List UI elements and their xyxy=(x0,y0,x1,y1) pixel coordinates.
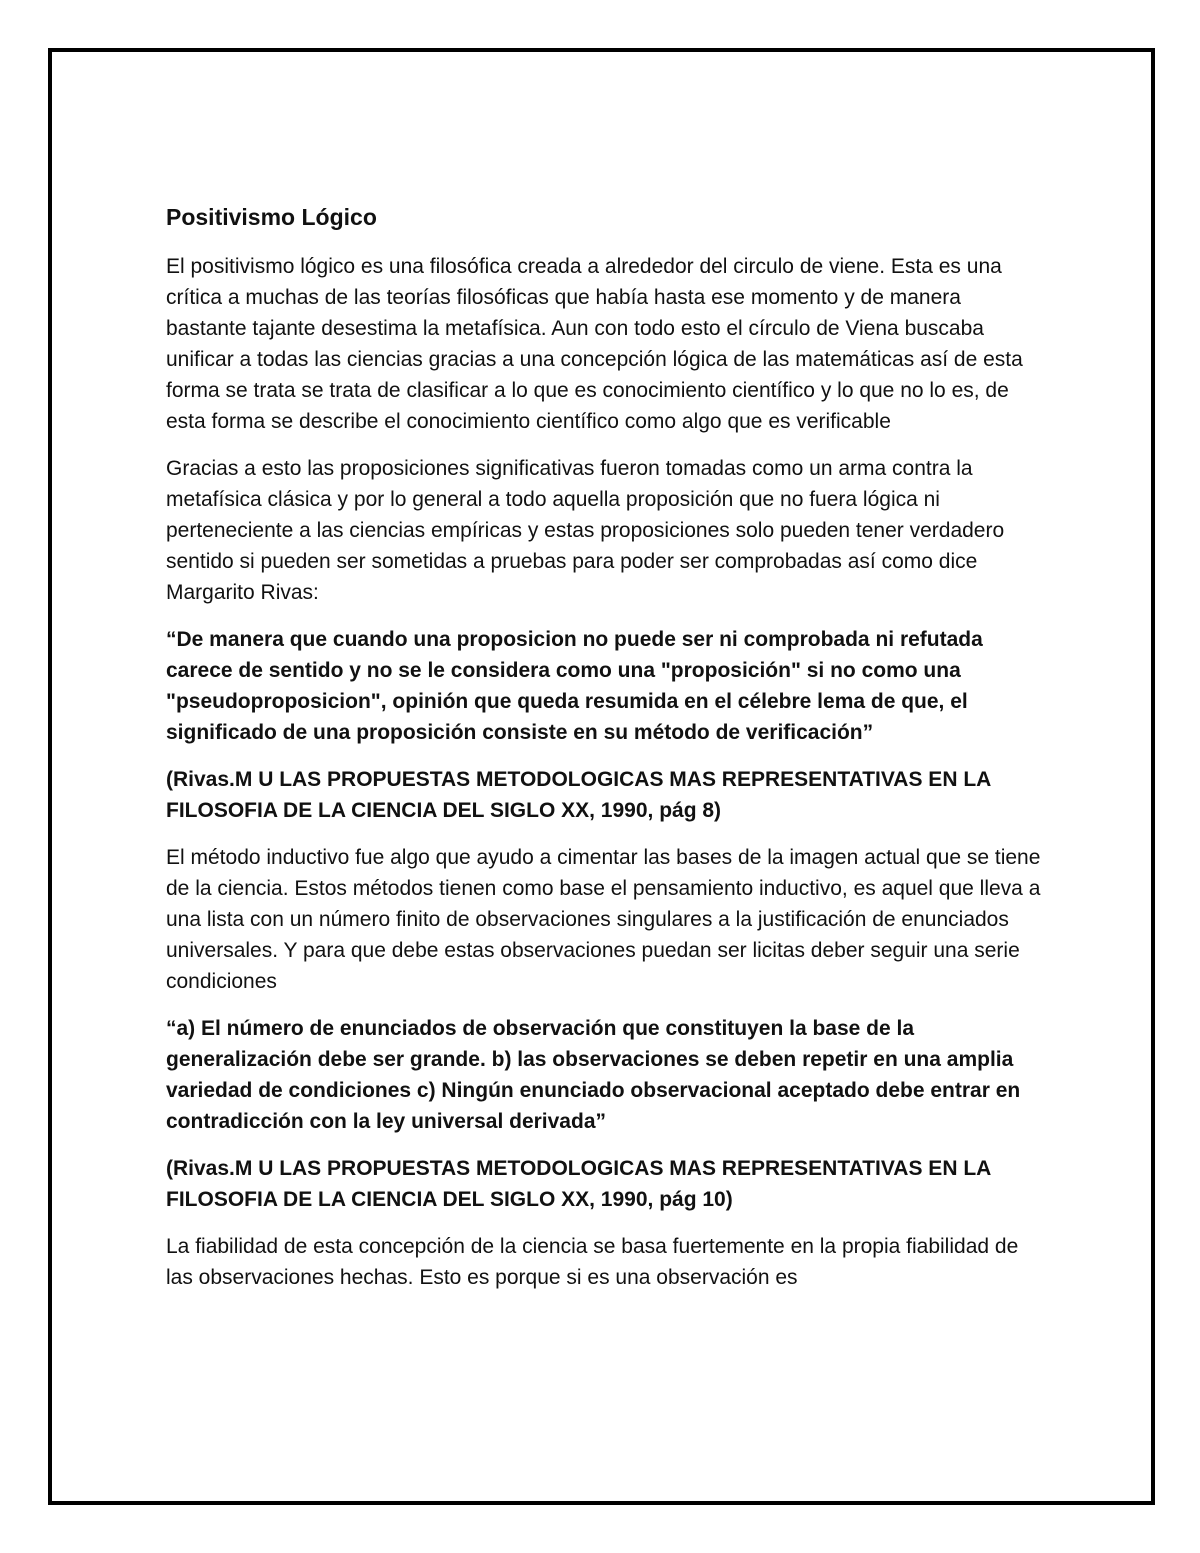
document-body xyxy=(166,200,1046,1309)
paragraph-reliability: La fiabilidad de esta concepción de la ciencia se basa fuertemente en la propia fiabilidad de las observaciones hechas. Esto es porque si es una observación es xyxy=(166,1235,1019,1289)
quote-rivas-verification: “De manera que cuando una proposicion no puede ser ni comprobada ni refutada carece de sentido y no se le considera como una "proposición" si no como una "pseudoproposicion", opinión que queda resumida en el célebre lema de que, el significado de una proposición consiste en su método de verificación” xyxy=(166,628,983,744)
paragraph-propositions: Gracias a esto las proposiciones significativas fueron tomadas como un arma contra la metafísica clásica y por lo general a todo aquella proposición que no fuera lógica ni perteneciente a las ciencias empíricas y estas proposiciones solo pueden tener verdadero sentido si pueden ser sometidas a pruebas para poder ser comprobadas así como dice Margarito Rivas: xyxy=(166,457,1005,604)
paragraph-inductive-method: El método inductivo fue algo que ayudo a cimentar las bases de la imagen actual que se tiene de la ciencia. Estos métodos tienen como base el pensamiento inductivo, es aquel que lleva a una lista con un número finito de observaciones singulares a la justificación de enunciados universales. Y para que debe estas observaciones puedan ser licitas deber seguir una serie condiciones xyxy=(166,846,1041,993)
citation-rivas-p10: (Rivas.M U LAS PROPUESTAS METODOLOGICAS MAS REPRESENTATIVAS EN LA FILOSOFIA DE LA CIENCIA DEL SIGLO XX, 1990, pág 10) xyxy=(166,1157,991,1211)
quote-rivas-conditions: “a) El número de enunciados de observación que constituyen la base de la generalización debe ser grande. b) las observaciones se deben repetir en una amplia variedad de condiciones c) Ningún enunciado observacional aceptado debe entrar en contradicción con la ley universal derivada” xyxy=(166,1017,1021,1133)
citation-rivas-p8: (Rivas.M U LAS PROPUESTAS METODOLOGICAS MAS REPRESENTATIVAS EN LA FILOSOFIA DE LA CIENCIA DEL SIGLO XX, 1990, pág 8) xyxy=(166,768,991,822)
document-title: Positivismo Lógico xyxy=(166,204,377,230)
paragraph-intro: El positivismo lógico es una filosófica creada a alrededor del circulo de viene. Esta es una crítica a muchas de las teorías filosóficas que había hasta ese momento y de manera bastante tajante desestima la metafísica. Aun con todo esto el círculo de Viena buscaba unificar a todas las ciencias gracias a una concepción lógica de las matemáticas así de esta forma se trata se trata de clasificar a lo que es conocimiento científico y lo que no lo es, de esta forma se describe el conocimiento científico como algo que es verificable xyxy=(166,255,1023,433)
